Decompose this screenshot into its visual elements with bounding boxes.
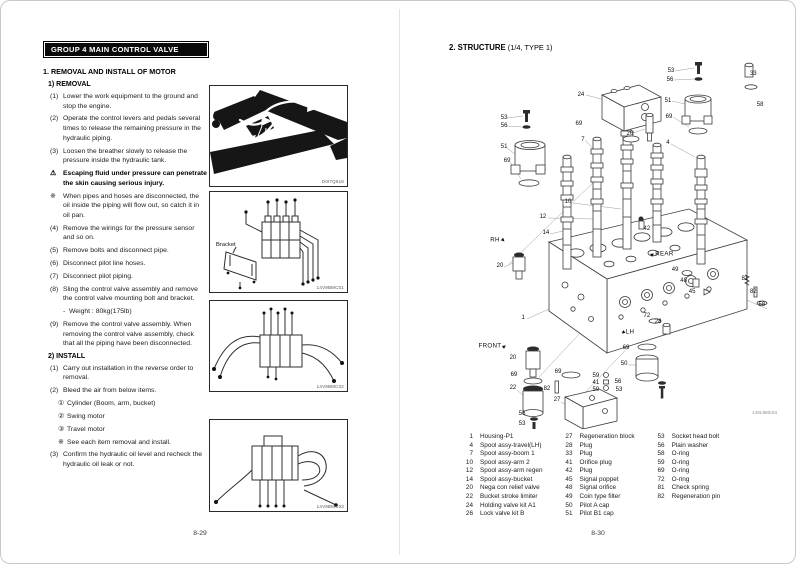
parts-list-row (459, 450, 543, 459)
item-text: Travel motor (67, 425, 105, 433)
part-number: 58 (657, 450, 665, 458)
instruction-item (50, 320, 207, 349)
part-number: 33 (565, 450, 573, 458)
part-name: Check spring (671, 484, 709, 492)
item-marker: ⚠ (50, 170, 57, 178)
parts-list-row (559, 502, 635, 511)
part-callout: 42 (643, 226, 651, 233)
page-number-left: 8-29 (193, 530, 207, 537)
part-number: 28 (565, 441, 573, 449)
figure-code: 14V9BMC02 (316, 384, 344, 389)
item-marker: (6) (50, 259, 59, 267)
direction-label: FRONT▶ (478, 342, 507, 350)
part-number: 49 (565, 493, 573, 501)
part-name: Spool assy-bucket (480, 475, 533, 483)
part-callout: 48 (680, 278, 687, 284)
item-text: Disconnect pilot piping. (63, 272, 133, 280)
part-callout: 20 (509, 355, 517, 362)
part-number: 53 (657, 433, 665, 440)
parts-column (459, 433, 543, 519)
item-text: Swing motor (67, 412, 105, 420)
direction-arrow-icon: ▶ (620, 330, 627, 337)
part-callout: 69 (665, 113, 673, 120)
direction-arrow-icon: ▶ (649, 250, 655, 258)
item-marker: (1) (50, 364, 59, 372)
item-marker: ※ (50, 192, 56, 200)
parts-list-row (651, 476, 721, 485)
item-text: Disconnect pilot line hoses. (63, 259, 146, 267)
part-number: 59 (657, 458, 665, 466)
instruction-item (50, 92, 207, 111)
part-callout: 69 (510, 372, 518, 379)
part-number: 56 (657, 441, 665, 449)
part-callout: 58 (756, 102, 764, 109)
valve-piping-drawing (210, 301, 347, 391)
instruction-item (58, 399, 207, 409)
part-callout: 69 (503, 158, 511, 165)
parts-list-row (459, 442, 543, 451)
part-number: 72 (657, 475, 665, 483)
instruction-item (50, 364, 207, 383)
direction-label: ▶LH (620, 328, 635, 337)
part-name: Housing-P1 (480, 433, 514, 440)
item-marker: (4) (50, 224, 59, 232)
part-number: 22 (465, 493, 473, 501)
instruction-item (58, 425, 207, 435)
instruction-item (63, 307, 207, 317)
item-marker: (7) (50, 272, 59, 280)
parts-list-row (459, 467, 543, 476)
valve-hoses-drawing (210, 420, 347, 511)
instruction-item (50, 272, 207, 282)
part-name: Orifice plug (579, 458, 612, 466)
part-name: Pilot B1 cap (579, 510, 614, 518)
part-name: Plug (579, 467, 593, 475)
parts-list-row (651, 484, 721, 493)
part-number: 7 (469, 450, 473, 458)
figure-valve-piping (209, 300, 348, 392)
parts-list-row (459, 484, 543, 493)
item-text: Lower the work equipment to the ground and stop the engine. (63, 93, 198, 110)
structure-title (449, 43, 552, 52)
part-callout: 20 (496, 262, 504, 269)
part-number: 48 (565, 484, 573, 492)
part-callout: 58 (758, 302, 766, 309)
part-number: 14 (465, 475, 473, 483)
instruction-item (50, 450, 207, 469)
part-number: 4 (469, 441, 473, 449)
part-callout: 26 (626, 130, 634, 137)
part-name: Signal orifice (579, 484, 617, 492)
parts-list-row (559, 459, 635, 468)
part-number: 12 (465, 467, 473, 475)
part-callout: 69 (622, 344, 630, 351)
parts-column (559, 433, 635, 519)
item-marker: (5) (50, 247, 59, 255)
part-name: Spool assy-travel(LH) (480, 441, 542, 449)
part-number: 24 (465, 501, 473, 509)
item-marker: (9) (50, 320, 59, 328)
page-divider (399, 9, 400, 555)
parts-list-row (559, 450, 635, 459)
part-name: O-ring (671, 475, 690, 483)
install-title: 2) INSTALL (48, 352, 86, 360)
figure-code: D0I7Q618 (321, 179, 344, 184)
part-callout: 56 (666, 76, 674, 83)
part-callout: 72 (643, 312, 651, 319)
part-callout: 28 (654, 319, 662, 326)
part-callout: 53 (518, 421, 526, 428)
parts-list-row (651, 459, 721, 468)
part-name: Lock valve kit B (480, 510, 525, 518)
parts-list-row (651, 450, 721, 459)
item-text: Remove the wirings for the pressure sensor and so on. (63, 224, 195, 242)
parts-list-row (559, 442, 635, 451)
item-text: Confirm the hydraulic oil level and recheck the hydraulic oil leak or not. (63, 451, 203, 469)
part-callout: 51 (500, 144, 508, 151)
install-steps (43, 364, 207, 470)
direction-arrow-icon: ▶ (500, 343, 507, 350)
part-callout: 45 (688, 289, 696, 296)
instruction-item (58, 438, 207, 448)
removal-title: 1) REMOVAL (48, 81, 91, 88)
instruction-item (50, 246, 207, 256)
part-callout: 69 (575, 120, 583, 127)
part-name: Plug (579, 450, 593, 458)
part-callout: 12 (539, 213, 547, 220)
part-callout: 14 (542, 229, 550, 236)
part-name: Socket head bolt (671, 433, 720, 440)
part-number: 10 (465, 458, 473, 466)
part-callout: 69 (554, 369, 562, 376)
part-name: Plug (579, 441, 593, 449)
item-text: Remove bolts and disconnect pipe. (63, 247, 169, 255)
part-number: 81 (657, 484, 665, 492)
part-number: 41 (565, 458, 573, 466)
part-callout: 22 (509, 385, 517, 392)
parts-list-row (459, 493, 543, 502)
part-name: Signal poppet (579, 475, 619, 483)
part-callout: 82 (543, 386, 551, 393)
part-callout: 50 (620, 360, 628, 367)
item-text: Escaping fluid under pressure can penetrate the skin causing serious injury. (63, 170, 207, 187)
figure-valve-bracket (209, 191, 348, 293)
instruction-item (50, 114, 207, 143)
part-number: 1 (469, 433, 473, 440)
part-callout: 56 (518, 411, 526, 418)
item-marker: (2) (50, 387, 59, 395)
direction-label: ▶REAR (649, 250, 674, 258)
parts-list-row (459, 459, 543, 468)
part-name: O-ring (671, 458, 690, 466)
direction-arrow-icon: ▶ (499, 236, 507, 244)
part-name: Spool assy-boom 1 (480, 450, 535, 458)
item-marker: - (63, 308, 66, 316)
part-callout: 56 (500, 123, 508, 130)
item-marker: ③ (58, 425, 65, 433)
part-callout: 10 (564, 199, 572, 206)
item-text: Cylinder (Boom, arm, bucket) (67, 400, 156, 408)
part-callout: 59 (592, 386, 600, 393)
part-callout: 49 (671, 266, 679, 273)
part-name: Spool assy-arm regen (480, 467, 543, 475)
parts-list-row (559, 510, 635, 519)
instruction-item (50, 147, 207, 166)
figure-code: 14V9BMC03 (316, 504, 344, 509)
part-name: Nega con relief valve (480, 484, 540, 492)
item-text: See each item removal and install. (67, 438, 171, 446)
item-marker: ※ (58, 438, 64, 446)
part-number: 51 (565, 510, 573, 518)
instruction-item (50, 169, 207, 188)
item-marker: (8) (50, 285, 59, 293)
parts-list-row (559, 484, 635, 493)
part-number: 26 (465, 510, 473, 518)
removal-steps (43, 92, 207, 349)
part-number: 20 (465, 484, 473, 492)
parts-list-row (459, 433, 543, 442)
part-callout: 27 (553, 397, 561, 404)
part-name: Regeneration block (579, 433, 635, 440)
hand-pictogram (210, 86, 347, 186)
instruction-item (50, 192, 207, 221)
parts-list-row (459, 476, 543, 485)
structure-title-rest: (1/4, TYPE 1) (505, 43, 553, 52)
diagram-code: 14SL9MC04 (751, 410, 777, 415)
item-marker: ② (58, 412, 65, 420)
item-text: Weight : 80kg(175lb) (69, 308, 132, 316)
item-text: Loosen the breather slowly to release the pressure inside the hydraulic tank. (63, 147, 188, 165)
figure-escaping-fluid (209, 85, 348, 187)
part-callout: 51 (664, 97, 672, 104)
item-text: Carry out installation in the reverse order to removal. (63, 364, 194, 382)
parts-list (459, 433, 720, 519)
parts-list-row (559, 476, 635, 485)
parts-list-row (459, 510, 543, 519)
item-text: Remove the control valve assembly. When removing the control valve assembly, check that all the piping have been disconnected. (63, 320, 194, 348)
item-marker: ① (58, 400, 65, 408)
part-callout: 24 (577, 91, 585, 98)
item-text: Sling the control valve assembly and remove the control valve mounting bolt and bracket. (63, 285, 198, 303)
parts-column (651, 433, 721, 519)
part-callout: 82 (749, 289, 757, 296)
direction-label: RH▶ (490, 236, 507, 244)
item-text: When pipes and hoses are disconnected, the oil inside the piping will flow out, so catch it in oil pan. (63, 192, 200, 219)
part-name: O-ring (671, 467, 690, 475)
instruction-item (50, 386, 207, 396)
parts-list-row (651, 467, 721, 476)
item-marker: (2) (50, 115, 59, 123)
figure-valve-hoses (209, 419, 348, 512)
part-callout: 53 (667, 67, 675, 74)
part-name: Holding valve kit A1 (480, 501, 536, 509)
parts-list-row (651, 493, 721, 502)
item-text: Bleed the air from below items. (63, 387, 157, 395)
part-callout: 56 (614, 379, 622, 386)
part-callout: 33 (749, 70, 757, 77)
figure-code: 14V9BMC01 (316, 285, 344, 290)
part-callout: 4 (666, 140, 670, 147)
part-name: O-ring (671, 450, 690, 458)
part-number: 27 (565, 433, 573, 440)
part-number: 50 (565, 501, 573, 509)
instruction-item (50, 285, 207, 304)
page-number-right: 8-30 (591, 530, 605, 537)
group-header-title: GROUP 4 MAIN CONTROL VALVE (45, 43, 207, 56)
parts-list-row (459, 502, 543, 511)
instructions-column (43, 67, 207, 473)
part-number: 82 (657, 493, 665, 501)
part-callout: 41 (592, 380, 600, 387)
part-name: Bucket stroke limiter (480, 493, 538, 501)
item-text: Operate the control levers and pedals several times to release the remaining pressure in the hydraulic piping. (63, 115, 201, 142)
part-callout: 7 (581, 136, 585, 143)
parts-list-row (651, 433, 721, 442)
instruction-item (58, 412, 207, 422)
group-header (43, 41, 209, 58)
part-number: 69 (657, 467, 665, 475)
part-number: 42 (565, 467, 573, 475)
part-name: Pilot A cap (579, 501, 610, 509)
item-marker: (3) (50, 147, 59, 155)
structure-title-bold: 2. STRUCTURE (449, 43, 506, 52)
part-callout: 53 (500, 114, 508, 121)
section-title: 1. REMOVAL AND INSTALL OF MOTOR (43, 67, 176, 76)
exploded-diagram (449, 59, 789, 429)
part-name: Regeneration pin (671, 493, 721, 501)
part-name: Spool assy-arm 2 (480, 458, 530, 466)
part-callout: 1 (521, 314, 525, 321)
part-name: Plain washer (671, 441, 709, 449)
parts-list-row (559, 493, 635, 502)
instruction-item (50, 259, 207, 269)
instruction-item (50, 224, 207, 243)
bracket-label: Bracket (216, 242, 236, 248)
part-callout: 59 (592, 373, 600, 380)
item-marker: (3) (50, 451, 59, 459)
parts-list-row (651, 442, 721, 451)
parts-list-row (559, 433, 635, 442)
part-callout: 81 (741, 276, 749, 283)
part-number: 45 (565, 475, 573, 483)
part-callout: 53 (615, 387, 623, 394)
parts-list-row (559, 467, 635, 476)
item-marker: (1) (50, 93, 59, 100)
part-name: Coin type filter (579, 493, 621, 501)
